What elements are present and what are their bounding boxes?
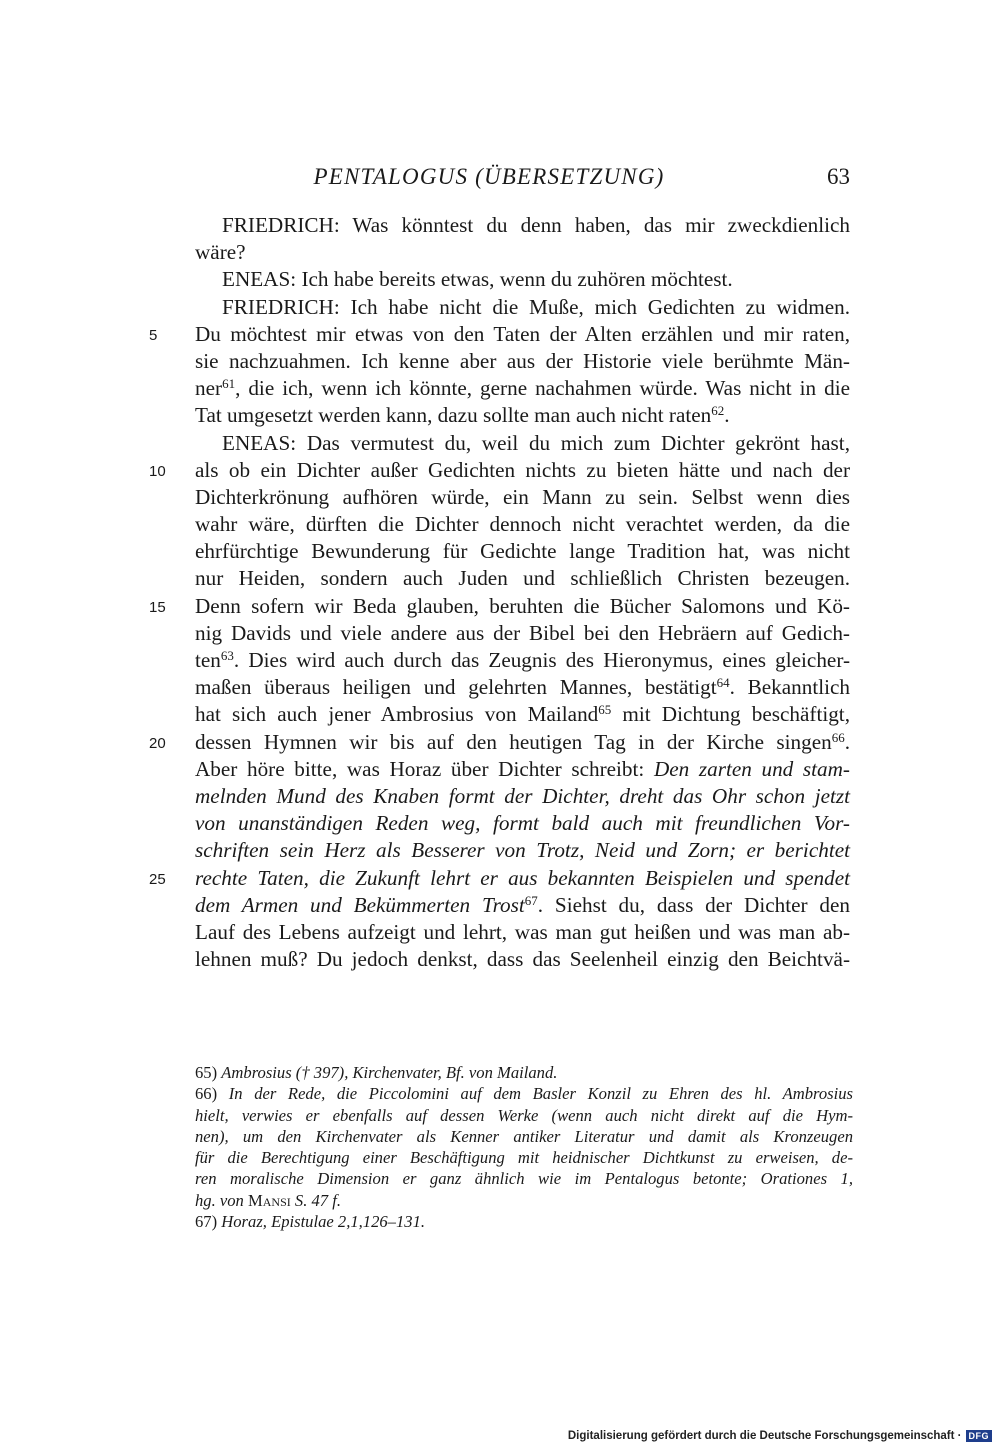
page-number: 63 [827,164,850,189]
text-segment: Tat umgesetzt werden kann, dazu sollte man auch nicht raten [195,403,712,428]
italic-text: für die Berechtigung einer Beschäftigung mit heidnischer Dichtkunst zu erweisen, de- [195,1148,853,1168]
text-line [195,810,850,837]
text-segment: lehnen muß? Du jedoch denkst, dass das Seelenheil einzig den Beichtvä- [195,947,850,972]
text-line [195,375,850,402]
line-number: 25 [149,870,166,888]
text-line [149,865,850,892]
footnote-line [195,1083,853,1104]
footnote-line [195,1168,853,1189]
text-segment: maßen überaus heiligen und gelehrten Mannes, bestätigt [195,675,717,700]
footnotes [195,1062,853,1232]
footnote-ref: 64 [716,675,730,691]
text-segment: Dichterkrönung aufhören würde, ein Mann zu sein. Selbst wenn dies [195,484,850,509]
text-segment: ner [195,376,223,401]
text-segment: . Bekanntlich [729,675,850,700]
text-segment: mit Dichtung beschäftigt, [611,702,850,727]
text-segment: als ob ein Dichter außer Gedichten nichts zu bieten hätte und nach der [195,457,850,482]
italic-text: schriften sein Herz als Besserer von Trotz, Neid und Zorn; er berichtet [195,838,850,863]
text-segment: nur Heiden, sondern auch Juden und schließlich Christen bezeugen. [195,566,850,591]
footnote-ref: 66 [831,729,845,745]
text-segment: 67) [195,1212,222,1232]
dfg-logo: DFG [966,1430,993,1442]
text-line [195,620,850,647]
text-line [195,701,850,728]
text-segment: nig Davids und viele andere aus der Bibel bei den Hebräern auf Gedich- [195,620,850,645]
text-line [195,647,850,674]
small-caps-text: Mansi [248,1190,291,1210]
italic-text: ren moralische Dimension er ganz ähnlich wie im Pentalogus betonte; Orationes 1, [195,1169,853,1189]
text-segment: , die ich, wenn ich könnte, gerne nachahmen würde. Was nicht in die [235,376,850,401]
text-line [195,348,850,375]
text-line [195,212,850,239]
text-segment: Denn sofern wir Beda glauben, beruhten die Bücher Salomons und Kö- [195,593,850,618]
text-segment: FRIEDRICH: Ich habe nicht die Muße, mich Gedichten zu widmen. [222,294,850,319]
footnote-ref: 67 [524,892,538,908]
italic-text: dem Armen und Bekümmerten Trost [195,892,525,917]
footnote-ref: 65 [598,702,612,718]
text-segment: ENEAS: Das vermutest du, weil du mich zum Dichter gekrönt hast, [222,430,850,455]
line-number: 15 [149,598,166,616]
credit-text: Digitalisierung gefördert durch die Deutsche Forschungsgemeinschaft · [567,1430,962,1442]
text-segment: Aber höre bitte, was Horaz über Dichter schreibt: [195,756,654,781]
text-segment: ENEAS: Ich habe bereits etwas, wenn du zuhören möchtest. [222,267,733,292]
footnote-line [195,1211,853,1232]
footnote-line [195,1126,853,1147]
text-segment: . Siehst du, dass der Dichter den [537,892,850,917]
text-line [195,239,850,266]
main-text [149,212,850,973]
italic-text: von unanständigen Reden weg, formt bald auch mit freundlichen Vor- [195,811,850,836]
italic-text: Ambrosius († 397), Kirchenvater, Bf. von Mailand. [221,1063,558,1082]
text-segment: 65) [195,1063,222,1082]
italic-text: In der Rede, die Piccolomini auf dem Basler Konzil zu Ehren des hl. Ambrosius [228,1084,853,1104]
text-segment: Du möchtest mir etwas von den Taten der Alten erzählen und mir raten, [195,321,850,346]
text-line [195,484,850,511]
text-line [149,593,850,620]
text-line [195,946,850,973]
text-segment: hat sich auch jener Ambrosius von Mailand [195,702,599,727]
text-line [195,565,850,592]
text-line [195,892,850,919]
text-line [195,402,850,429]
text-line [195,783,850,810]
running-title: PENTALOGUS (ÜBERSETZUNG) [313,164,665,189]
footnote-line [195,1147,853,1168]
italic-text: S. 47 f. [290,1190,342,1210]
text-segment: 66) [195,1084,229,1104]
footnote-line [195,1190,853,1211]
italic-text: nen), um den Kirchenvater als Kenner antiker Literatur und damit als Kronzeugen [195,1126,853,1146]
text-segment: dessen Hymnen wir bis auf den heutigen Tag in der Kirche singen [195,729,832,754]
footnote-line [195,1062,853,1083]
italic-text: hielt, verwies er ebenfalls auf dessen Werke (wenn auch nicht direkt auf die Hym- [195,1105,853,1125]
running-head [195,164,850,194]
text-line [195,294,850,321]
text-segment: . Dies wird auch durch das Zeugnis des Hieronymus, eines gleicher- [233,648,850,672]
dfg-credit [568,1428,992,1444]
text-line [149,457,850,484]
footnote-line [195,1105,853,1126]
text-line [195,430,850,457]
italic-text: Den zarten und stam- [653,756,850,781]
text-segment: . [724,403,730,428]
text-line [195,919,850,946]
text-segment: . [844,729,850,754]
italic-text: melnden Mund des Knaben formt der Dichter, dreht das Ohr schon jetzt [195,783,850,808]
line-number: 5 [149,326,158,344]
line-number: 10 [149,462,166,480]
text-line [149,321,850,348]
text-line [195,538,850,565]
footnote-ref: 61 [222,376,236,392]
line-number: 20 [149,734,166,752]
text-segment: wahr wäre, dürften die Dichter dennoch nicht verachtet werden, da die [195,512,850,537]
text-line [195,266,850,293]
text-line [195,511,850,538]
text-segment: sie nachzuahmen. Ich kenne aber aus der Historie viele berühmte Män- [195,348,850,373]
italic-text: Horaz, Epistulae 2,1,126–131. [221,1212,426,1232]
footnote-ref: 62 [711,403,725,419]
text-line [195,756,850,783]
text-line [195,674,850,701]
text-line [149,729,850,756]
footnote-ref: 63 [220,648,234,663]
text-segment: FRIEDRICH: Was könntest du denn haben, das mir zweckdienlich [222,213,850,237]
text-segment: ehrfürchtige Bewunderung für Gedichte lange Tradition hat, was nicht [195,539,850,564]
text-segment: ten [195,648,221,672]
text-line [195,837,850,864]
text-segment: Lauf des Lebens aufzeigt und lehrt, was man gut heißen und was man ab- [195,919,850,944]
text-segment: wäre? [195,240,246,265]
italic-text: hg. von [195,1190,248,1210]
italic-text: rechte Taten, die Zukunft lehrt er aus bekannten Beispielen und spendet [195,865,850,890]
